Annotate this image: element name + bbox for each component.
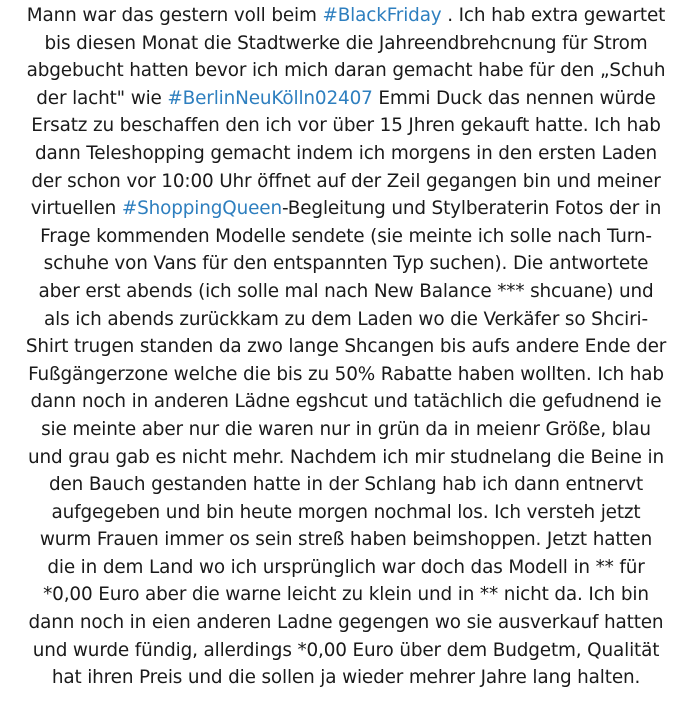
post-text: dann Teleshopping gemacht indem ich morgens in den ersten Laden — [34, 142, 658, 164]
post-line — [4, 278, 688, 306]
post-text: wurm Frauen immer os sein streß haben beimshoppen. Jetzt hatten — [39, 529, 653, 551]
post-text: und wurde fündig, allerdings *0,00 Euro über dem Budgetm, Qualität — [32, 639, 660, 661]
post-line — [4, 471, 688, 499]
post-text: bis diesen Monat die Stadtwerke die Jahreendbrehcnung für Strom — [44, 32, 648, 54]
post-text: abgebucht hatten bevor ich mich daran gemacht habe für den „Schuh — [26, 60, 666, 82]
post-text: Emmi Duck das nennen würde — [372, 87, 656, 109]
post-line — [4, 195, 688, 223]
hashtag-link[interactable]: #BlackFriday — [322, 5, 442, 26]
post-text: Shirt trugen standen da zwo lange Shcangen bis aufs andere Ende der — [25, 336, 667, 358]
post-text: Fußgängerzone welche die bis zu 50% Rabatte haben wollten. Ich hab — [28, 363, 664, 385]
post-line — [4, 306, 688, 334]
post-line — [4, 85, 688, 113]
post-line — [4, 361, 688, 389]
post-text: aufgegeben und bin heute morgen nochmal los. Ich versteh jetzt — [51, 501, 641, 523]
post-line — [4, 388, 688, 416]
post-line — [4, 581, 688, 609]
post-text: dann noch in anderen Lädne egshcut und tatächlich die gefudnend ie — [30, 391, 662, 413]
post-line — [4, 554, 688, 582]
post-text: aber erst abends (ich solle mal nach New Balance *** shcuane) und — [38, 280, 654, 302]
post-text: *0,00 Euro aber die warne leicht zu klein und in ** nicht da. Ich bin — [43, 584, 649, 606]
post-text: den Bauch gestanden hatte in der Schlang hab ich dann entnervt — [48, 474, 644, 496]
post-text: und grau gab es nicht mehr. Nachdem ich mir studnelang die Beine in — [28, 446, 664, 468]
post-line — [4, 333, 688, 361]
post-line — [4, 30, 688, 58]
post-line — [4, 637, 688, 665]
hashtag-link[interactable]: #BerlinNeuKölln02407 — [167, 87, 373, 109]
post-text: schuhe von Vans für den entspannten Typ suchen). Die antwortete — [43, 253, 649, 275]
post-line — [4, 416, 688, 444]
post-text: . Ich hab extra gewartet — [441, 5, 666, 26]
post-line — [4, 250, 688, 278]
post-text: Frage kommenden Modelle sendete (sie meinte ich solle nach Turn- — [40, 225, 652, 247]
post-line — [4, 444, 688, 472]
post-line — [4, 526, 688, 554]
post-text: der schon vor 10:00 Uhr öffnet auf der Zeil gegangen bin und meiner — [31, 170, 661, 192]
post-text: dann noch in eien anderen Ladne gegengen wo sie ausverkauf hatten — [28, 612, 664, 634]
post-text: die in dem Land wo ich ursprünglich war doch das Modell in ** für — [47, 556, 645, 578]
post-text: virtuellen — [30, 198, 122, 220]
post-text: als ich abends zurückkam zu dem Laden wo die Verkäfer so Shciri- — [44, 308, 648, 330]
post-line — [4, 664, 688, 692]
hashtag-link[interactable]: #ShoppingQueen — [121, 198, 282, 220]
post-text: der lacht" wie — [36, 87, 168, 109]
post-line — [4, 609, 688, 637]
post-text: sie meinte aber nur die waren nur in grün da in meienr Größe, blau — [41, 418, 651, 440]
post-text: hat ihren Preis und die sollen ja wieder mehrer Jahre lang halten. — [51, 667, 641, 689]
post-line — [4, 57, 688, 85]
post-line — [4, 168, 688, 196]
post-line — [4, 112, 688, 140]
post-line — [4, 140, 688, 168]
post-line — [4, 2, 688, 30]
post-line — [4, 223, 688, 251]
post-text: -Begleitung und Stylberaterin Fotos der in — [281, 198, 662, 220]
post-line — [4, 499, 688, 527]
post-text: Ersatz zu beschaffen den ich vor über 15 Jhren gekauft hatte. Ich hab — [31, 115, 661, 137]
post-text: Mann war das gestern voll beim — [26, 5, 323, 26]
